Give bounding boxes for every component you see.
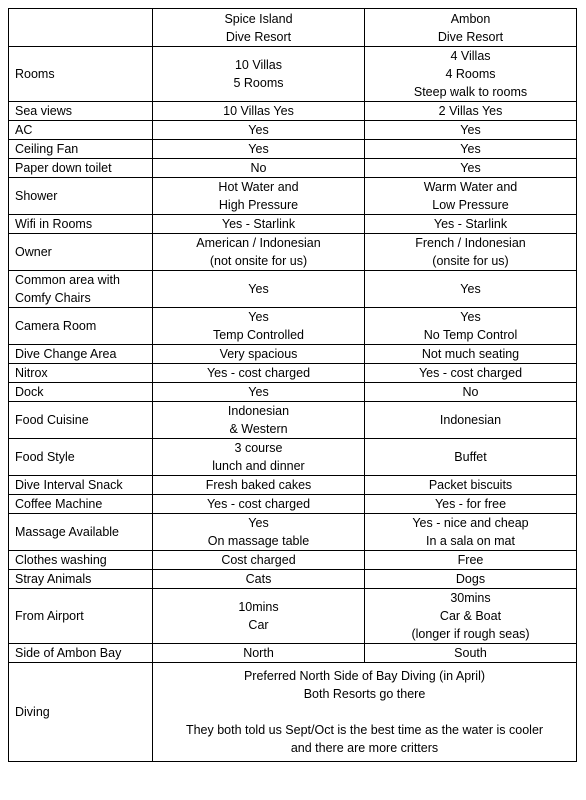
value-line: Yes: [248, 282, 269, 296]
ambon-value-dive-change-area: [365, 345, 577, 364]
value-line: Buffet: [454, 450, 487, 464]
spice-value-common-area-with-comfy-chairs: [153, 271, 365, 308]
value-line: Car & Boat: [439, 609, 502, 623]
value-line: 10mins: [238, 600, 279, 614]
value-line: Yes: [248, 123, 269, 137]
value-line: Yes: [248, 516, 269, 530]
ambon-value-from-airport: [365, 589, 577, 644]
value-line: (onsite for us): [432, 254, 509, 268]
value-line: Yes: [460, 161, 481, 175]
value-line: No: [250, 161, 267, 175]
row-label-food-style: Food Style: [9, 439, 153, 476]
value-line: Yes - for free: [434, 497, 507, 511]
value-line: 3 course: [234, 441, 283, 455]
ambon-value-food-style: [365, 439, 577, 476]
ambon-value-ac: [365, 121, 577, 140]
value-line: On massage table: [207, 534, 310, 548]
spice-value-side-of-ambon-bay: [153, 644, 365, 663]
value-line: Indonesian: [439, 413, 502, 427]
table-row: [9, 589, 577, 644]
value-line: (not onsite for us): [209, 254, 308, 268]
table-row: [9, 159, 577, 178]
diving-note-line: They both told us Sept/Oct is the best time as the water is cooler: [185, 723, 544, 737]
spice-value-food-style: [153, 439, 365, 476]
spice-value-ceiling-fan: [153, 140, 365, 159]
ambon-value-shower: [365, 178, 577, 215]
value-line: North: [243, 646, 274, 660]
spice-value-shower: [153, 178, 365, 215]
row-label-dive-change-area: Dive Change Area: [9, 345, 153, 364]
table-row: [9, 215, 577, 234]
value-line: Car: [248, 618, 269, 632]
table-row: [9, 514, 577, 551]
value-line: Warm Water and: [423, 180, 518, 194]
value-line: Yes - Starlink: [221, 217, 296, 231]
row-label-massage-available: Massage Available: [9, 514, 153, 551]
ambon-value-wifi-in-rooms: [365, 215, 577, 234]
table-row: [9, 121, 577, 140]
row-label-from-airport: From Airport: [9, 589, 153, 644]
value-line: 10 Villas Yes: [223, 104, 294, 118]
spice-value-coffee-machine: [153, 495, 365, 514]
row-label-nitrox: Nitrox: [9, 364, 153, 383]
row-label-sea-views: Sea views: [9, 102, 153, 121]
table-row: [9, 178, 577, 215]
value-line: Hot Water and: [218, 180, 299, 194]
value-line: Dogs: [455, 572, 486, 586]
table-row: [9, 551, 577, 570]
spice-value-camera-room: [153, 308, 365, 345]
ambon-value-dock: [365, 383, 577, 402]
header-spice-island: Spice Island Dive Resort: [153, 9, 365, 47]
ambon-value-paper-down-toilet: [365, 159, 577, 178]
row-label-coffee-machine: Coffee Machine: [9, 495, 153, 514]
value-line: Yes - cost charged: [418, 366, 523, 380]
value-line: Cost charged: [221, 553, 296, 567]
value-line: Free: [457, 553, 484, 567]
row-label-paper-down-toilet: Paper down toilet: [9, 159, 153, 178]
value-line: Yes: [460, 142, 481, 156]
spice-value-sea-views: [153, 102, 365, 121]
table-row: [9, 383, 577, 402]
table-row: [9, 102, 577, 121]
value-line: French / Indonesian: [415, 236, 526, 250]
row-label-stray-animals: Stray Animals: [9, 570, 153, 589]
spice-value-clothes-washing: [153, 551, 365, 570]
value-line: (longer if rough seas): [411, 627, 530, 641]
ambon-value-massage-available: [365, 514, 577, 551]
value-line: Yes: [248, 385, 269, 399]
value-line: & Western: [229, 422, 288, 436]
row-label-ac: AC: [9, 121, 153, 140]
ambon-value-coffee-machine: [365, 495, 577, 514]
row-label-side-of-ambon-bay: Side of Ambon Bay: [9, 644, 153, 663]
value-line: lunch and dinner: [212, 459, 305, 473]
spice-value-rooms: [153, 47, 365, 102]
spice-value-dock: [153, 383, 365, 402]
value-line: Yes: [248, 142, 269, 156]
table-row: [9, 140, 577, 159]
table-row: [9, 308, 577, 345]
value-line: Steep walk to rooms: [413, 85, 528, 99]
spice-value-dive-interval-snack: [153, 476, 365, 495]
value-line: 10 Villas: [234, 58, 283, 72]
value-line: American / Indonesian: [196, 236, 321, 250]
table-row: [9, 476, 577, 495]
ambon-value-ceiling-fan: [365, 140, 577, 159]
spice-value-food-cuisine: [153, 402, 365, 439]
value-line: Yes - nice and cheap: [412, 516, 529, 530]
row-label-dock: Dock: [9, 383, 153, 402]
row-label-owner: Owner: [9, 234, 153, 271]
ambon-value-dive-interval-snack: [365, 476, 577, 495]
diving-note-line: Preferred North Side of Bay Diving (in April): [243, 669, 486, 683]
comparison-table: [8, 8, 577, 762]
value-line: In a sala on mat: [426, 534, 515, 548]
diving-notes: [153, 663, 577, 762]
ambon-value-stray-animals: [365, 570, 577, 589]
row-label-common-area-with-comfy-chairs: Common area with Comfy Chairs: [9, 271, 153, 308]
value-line: Yes: [248, 310, 269, 324]
diving-note-line: Both Resorts go there: [303, 687, 426, 701]
value-line: Temp Controlled: [212, 328, 304, 342]
table-row: [9, 495, 577, 514]
table-row: [9, 364, 577, 383]
value-line: Yes - Starlink: [433, 217, 508, 231]
ambon-value-food-cuisine: [365, 402, 577, 439]
ambon-value-clothes-washing: [365, 551, 577, 570]
comparison-table-body: [9, 9, 577, 762]
value-line: Packet biscuits: [428, 478, 513, 492]
value-line: Yes - cost charged: [206, 366, 311, 380]
value-line: 30mins: [450, 591, 491, 605]
ambon-value-camera-room: [365, 308, 577, 345]
row-label-ceiling-fan: Ceiling Fan: [9, 140, 153, 159]
table-row: [9, 644, 577, 663]
spice-value-massage-available: [153, 514, 365, 551]
spice-value-paper-down-toilet: [153, 159, 365, 178]
spice-value-from-airport: [153, 589, 365, 644]
value-line: Yes: [460, 282, 481, 296]
header-ambon: Ambon Dive Resort: [365, 9, 577, 47]
ambon-value-side-of-ambon-bay: [365, 644, 577, 663]
table-row: [9, 271, 577, 308]
row-label-rooms: Rooms: [9, 47, 153, 102]
table-row: [9, 47, 577, 102]
ambon-value-owner: [365, 234, 577, 271]
ambon-value-common-area-with-comfy-chairs: [365, 271, 577, 308]
header-row: [9, 9, 577, 47]
spice-value-wifi-in-rooms: [153, 215, 365, 234]
value-line: Very spacious: [219, 347, 298, 361]
value-line: 5 Rooms: [233, 76, 284, 90]
header-blank-cell: [9, 9, 153, 47]
row-label-diving: Diving: [9, 663, 153, 762]
value-line: No: [462, 385, 479, 399]
row-label-clothes-washing: Clothes washing: [9, 551, 153, 570]
value-line: 4 Rooms: [445, 67, 496, 81]
table-row: [9, 234, 577, 271]
spice-value-stray-animals: [153, 570, 365, 589]
value-line: Not much seating: [421, 347, 520, 361]
table-row-diving: [9, 663, 577, 762]
table-row: [9, 402, 577, 439]
diving-note-line: and there are more critters: [290, 741, 439, 755]
row-label-wifi-in-rooms: Wifi in Rooms: [9, 215, 153, 234]
value-line: Yes: [460, 123, 481, 137]
row-label-dive-interval-snack: Dive Interval Snack: [9, 476, 153, 495]
ambon-value-nitrox: [365, 364, 577, 383]
value-line: South: [454, 646, 487, 660]
row-label-food-cuisine: Food Cuisine: [9, 402, 153, 439]
table-row: [9, 570, 577, 589]
value-line: 4 Villas: [450, 49, 491, 63]
value-line: No Temp Control: [423, 328, 518, 342]
value-line: Yes: [460, 310, 481, 324]
spice-value-ac: [153, 121, 365, 140]
spice-value-owner: [153, 234, 365, 271]
value-line: Indonesian: [227, 404, 290, 418]
value-line: Cats: [245, 572, 272, 586]
diving-note-line: [159, 703, 570, 721]
value-line: Low Pressure: [432, 198, 509, 212]
value-line: High Pressure: [218, 198, 299, 212]
ambon-value-sea-views: [365, 102, 577, 121]
value-line: Yes - cost charged: [206, 497, 311, 511]
spice-value-dive-change-area: [153, 345, 365, 364]
value-line: Fresh baked cakes: [205, 478, 312, 492]
value-line: 2 Villas Yes: [438, 104, 503, 118]
table-row: [9, 439, 577, 476]
row-label-camera-room: Camera Room: [9, 308, 153, 345]
spice-value-nitrox: [153, 364, 365, 383]
row-label-shower: Shower: [9, 178, 153, 215]
table-row: [9, 345, 577, 364]
ambon-value-rooms: [365, 47, 577, 102]
